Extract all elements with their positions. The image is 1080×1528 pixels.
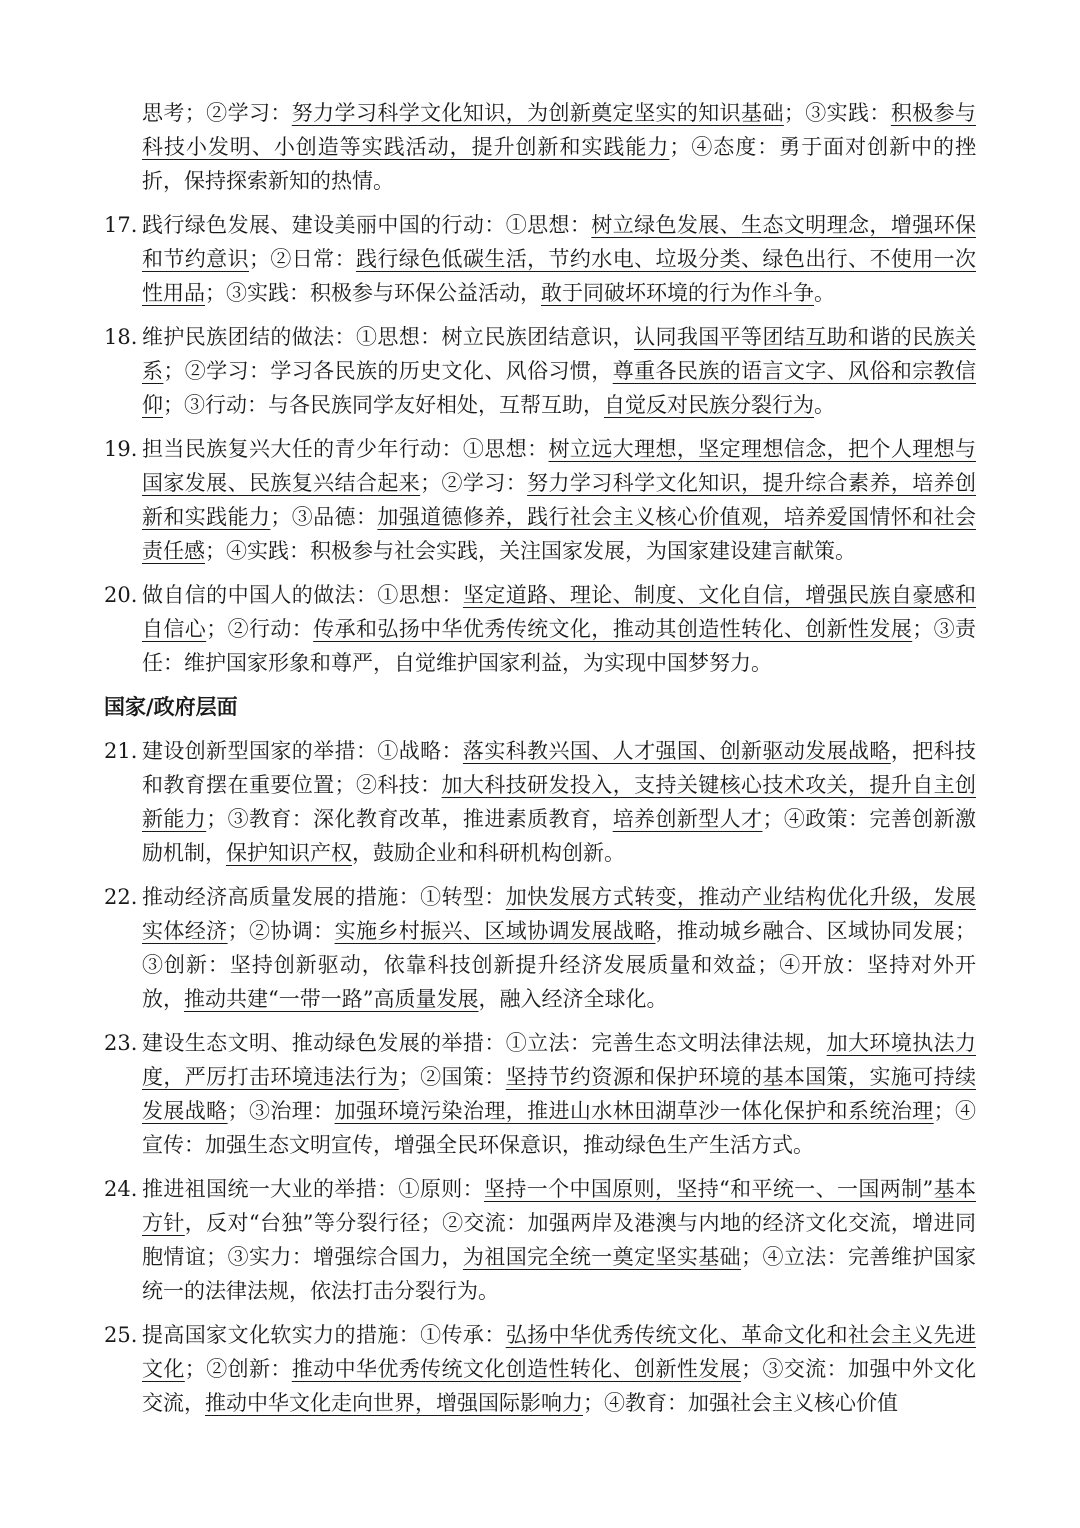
underlined-text: 树立远大理想，坚定理想信念，把个人理想与国家发展、民族复兴结合起来 [142,437,976,495]
underlined-text: 落实科教兴国、人才强国、创新驱动发展战略 [462,739,891,763]
text-segment: ；②协调： [227,919,335,943]
list-item [104,880,976,1016]
underlined-text: 推动共建“一带一路”高质量发展 [184,987,479,1011]
text-segment: ；③品德： [270,505,378,529]
underlined-text: 自觉反对民族分裂行为 [604,393,814,417]
text-segment: 。 [814,281,835,305]
text-segment: ；④宣传：加强生态文明宣传，增强全民环保意识，推动绿色生产生活方式。 [142,1099,977,1157]
text-segment: ；③实践：积极参与环保公益活动， [205,281,541,305]
text-segment: ；③交流：加强中外文化交流， [142,1357,977,1415]
underlined-text: 坚持一个中国原则，坚持“和平统一、一国两制”基本方针 [142,1177,976,1235]
item-text [142,734,976,870]
underlined-text: 树立绿色发展、生态文明理念，增强环保和节约意识 [142,213,977,271]
text-segment: 。 [814,393,835,417]
list-item [104,578,976,680]
text-segment: ；④实践：积极参与社会实践，关注国家发展，为国家建设建言献策。 [205,539,856,563]
underlined-text: 为祖国完全统一奠定坚实基础 [462,1245,742,1269]
list-item [104,432,976,568]
list-item [104,1026,976,1162]
item-number: 21. [104,739,138,763]
text-segment: 建设生态文明、推动绿色发展的举措：①立法：完善生态文明法律法规， [142,1031,827,1055]
text-segment: ；②日常： [248,247,356,271]
item-number: 22. [104,885,138,909]
item-number: 24. [104,1177,138,1201]
underlined-text: 加大科技研发投入，支持关键核心技术攻关，提升自主创新能力 [142,773,977,831]
item-number: 20. [104,583,138,607]
underlined-text: 弘扬中华优秀传统文化、革命文化和社会主义先进文化 [142,1323,977,1381]
text-segment: ；④教育：加强社会主义核心价值 [583,1391,898,1415]
underlined-text: 推动中华优秀传统文化创造性转化、创新性发展 [291,1357,742,1381]
underlined-text: 培养创新型人才 [612,807,763,831]
text-segment: ；③教育：深化教育改革，推进素质教育， [206,807,613,831]
text-segment: ，反对“台独”等分裂行径；②交流：加强两岸及港澳与内地的经济文化交流，增进同胞情谊；③实力：增强综合国力， [142,1211,977,1269]
text-segment: ；②创新： [184,1357,292,1381]
continuation-paragraph [142,96,976,198]
list-item [104,1172,976,1308]
text-segment: ；②行动： [206,617,314,641]
text-segment: ；②学习： [420,471,528,495]
underlined-text: 努力学习科学文化知识，提升综合素养，培养创新和实践能力 [142,471,977,529]
text-segment: ；③责任：维护国家形象和尊严，自觉维护国家利益，为实现中国梦努力。 [142,617,977,675]
list-item [104,1318,976,1420]
text-segment: ，把科技和教育摆在重要位置；②科技： [142,739,977,797]
text-segment: 维护民族团结的做法：①思想：树立民族团结意识， [142,325,635,349]
text-segment: ；③实践： [783,101,891,125]
item-text [142,1318,976,1420]
underlined-text: 加强环境污染治理，推进山水林田湖草沙一体化保护和系统治理 [334,1099,934,1123]
list-item [104,208,976,310]
item-number: 25. [104,1323,138,1347]
underlined-text: 坚持节约资源和保护环境的基本国策，实施可持续发展战略 [142,1065,977,1123]
item-number: 19. [104,437,138,461]
item-text [142,880,976,1016]
underlined-text: 实施乡村振兴、区域协调发展战略 [334,919,656,943]
underlined-text: 传承和弘扬中华优秀传统文化，推动其创造性转化、创新性发展 [313,617,913,641]
item-text [142,320,976,422]
text-segment: 推进祖国统一大业的举措：①原则： [142,1177,484,1201]
text-segment: 建设创新型国家的举措：①战略： [142,739,463,763]
underlined-text: 保护知识产权 [226,841,352,865]
item-text [142,1026,976,1162]
text-segment: 推动经济高质量发展的措施：①转型： [142,885,506,909]
text-segment: ；③行动：与各民族同学友好相处，互帮互助， [163,393,604,417]
underlined-text: 尊重各民族的语言文字、风俗和宗教信仰 [142,359,977,417]
underlined-text: 坚定道路、理论、制度、文化自信，增强民族自豪感和自信心 [142,583,976,641]
item-text [142,1172,976,1308]
underlined-text: 积极参与科技小发明、小创造等实践活动，提升创新和实践能力 [142,101,977,159]
underlined-text: 加快发展方式转变，推动产业结构优化升级，发展实体经济 [142,885,977,943]
underlined-text: 认同我国平等团结互助和谐的民族关系 [142,325,976,383]
text-segment: 担当民族复兴大任的青少年行动：①思想： [142,437,549,461]
text-segment: ，鼓励企业和科研机构创新。 [352,841,625,865]
item-text [142,208,976,310]
list-item [104,734,976,870]
text-segment: ；②学习：学习各民族的历史文化、风俗习惯， [163,359,613,383]
item-number: 18. [104,325,138,349]
numbered-list-personal [104,208,976,680]
item-number: 17. [104,213,138,237]
text-segment: 践行绿色发展、建设美丽中国的行动：①思想： [142,213,592,237]
text-segment: ；②国策： [398,1065,506,1089]
section-heading: 国家/政府层面 [104,694,238,719]
underlined-text: 践行绿色低碳生活，节约水电、垃圾分类、绿色出行、不使用一次性用品 [142,247,977,305]
text-segment: 做自信的中国人的做法：①思想： [142,583,463,607]
text-segment: 思考；②学习： [142,101,292,125]
numbered-list-national [104,734,976,1420]
item-text [142,578,976,680]
text-segment: ；④政策：完善创新激励机制， [142,807,977,865]
item-number: 23. [104,1031,138,1055]
list-item [104,320,976,422]
text-segment: ；④立法：完善维护国家统一的法律法规，依法打击分裂行为。 [142,1245,977,1303]
text-segment: 提高国家文化软实力的措施：①传承： [142,1323,506,1347]
underlined-text: 敢于同破坏环境的行为作斗争 [541,281,814,305]
item-text [142,432,976,568]
underlined-text: 加强道德修养，践行社会主义核心价值观，培养爱国情怀和社会责任感 [142,505,977,563]
text-segment: ，推动城乡融合、区域协同发展；③创新：坚持创新驱动，依靠科技创新提升经济发展质量和效益；④开放：坚持对外开放， [142,919,977,1011]
text-segment: ，融入经济全球化。 [478,987,668,1011]
underlined-text: 加大环境执法力度，严厉打击环境违法行为 [142,1031,977,1089]
text-segment: ；③治理： [227,1099,335,1123]
underlined-text: 推动中华文化走向世界，增强国际影响力 [205,1391,583,1415]
text-segment: ；④态度：勇于面对创新中的挫折，保持探索新知的热情。 [142,135,977,193]
underlined-text: 努力学习科学文化知识，为创新奠定坚实的知识基础 [291,101,784,125]
